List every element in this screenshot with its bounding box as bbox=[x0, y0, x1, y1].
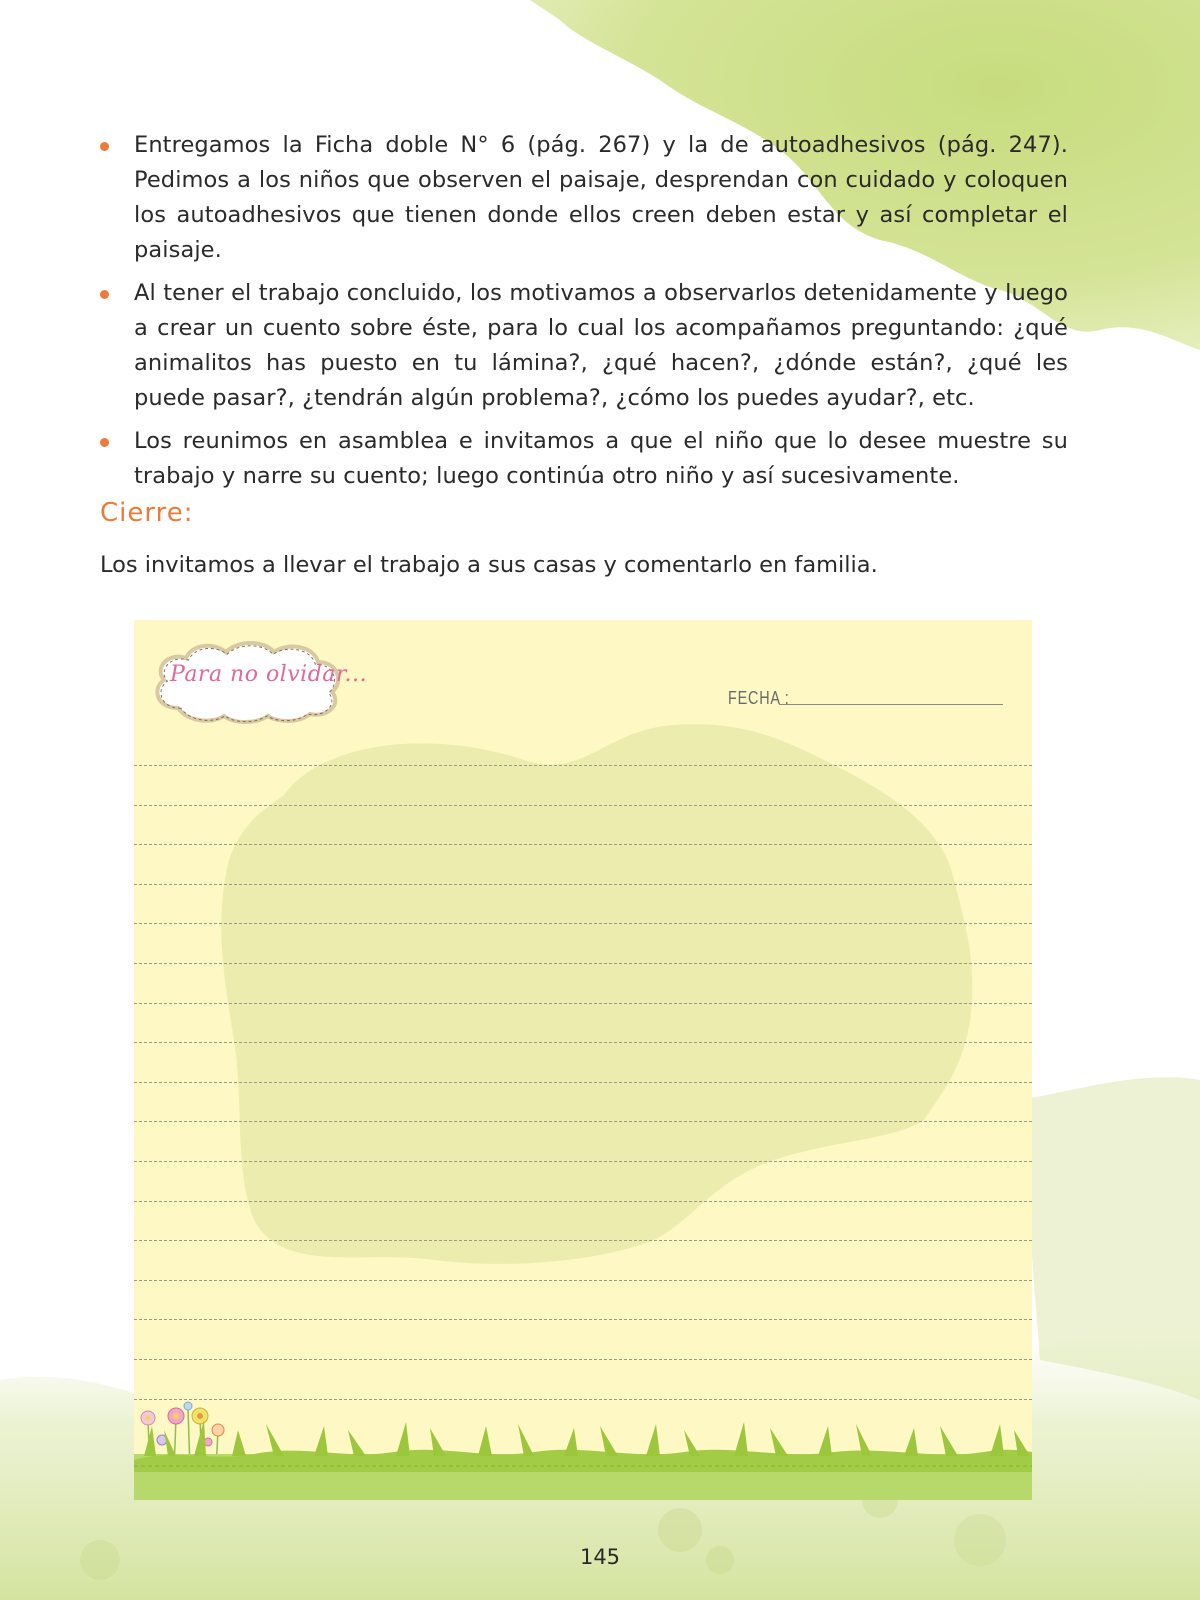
page-number: 145 bbox=[579, 1545, 621, 1569]
cierre-heading: Cierre: bbox=[100, 498, 194, 528]
cloud-badge-label: Para no olvidar... bbox=[170, 662, 367, 687]
fecha-input-line[interactable] bbox=[779, 704, 1003, 705]
ruled-line bbox=[134, 1121, 1032, 1122]
bullet-text: Entregamos la Ficha doble N° 6 (pág. 267) y la de autoadhesivos (pág. 247). Pedimos a los niños que observen el paisaje, desprendan con cuidado y coloquen los autoadhesivos que tienen donde ellos creen deben estar y así completar el paisaje. bbox=[134, 132, 1068, 263]
bullet-item bbox=[100, 424, 1068, 494]
ruled-line bbox=[134, 1280, 1032, 1281]
ruled-line bbox=[134, 884, 1032, 885]
notes-card bbox=[134, 620, 1032, 1500]
bullet-dot-icon bbox=[100, 142, 109, 151]
ruled-line bbox=[134, 805, 1032, 806]
ruled-line bbox=[134, 923, 1032, 924]
ruled-line bbox=[134, 1359, 1032, 1360]
grass-border bbox=[134, 1390, 1032, 1500]
ruled-line bbox=[134, 1042, 1032, 1043]
activity-bullet-list bbox=[100, 128, 1068, 502]
fecha-label: FECHA : bbox=[728, 688, 790, 708]
ruled-line bbox=[134, 1240, 1032, 1241]
ruled-line bbox=[134, 963, 1032, 964]
bullet-item bbox=[100, 276, 1068, 416]
ruled-line bbox=[134, 844, 1032, 845]
ruled-line bbox=[134, 765, 1032, 766]
bullet-dot-icon bbox=[100, 438, 109, 447]
ruled-line bbox=[134, 1003, 1032, 1004]
ruled-line bbox=[134, 1082, 1032, 1083]
ruled-line bbox=[134, 1161, 1032, 1162]
bullet-text: Al tener el trabajo concluido, los motivamos a observarlos detenidamente y luego a crear un cuento sobre éste, para lo cual los acompañamos preguntando: ¿qué animalitos has puesto en tu lámina?, ¿qué hacen?, ¿dónde están?, ¿qué les puede pasar?, ¿tendrán algún problema?, ¿cómo los puedes ayudar?, etc. bbox=[134, 280, 1068, 411]
bullet-item bbox=[100, 128, 1068, 268]
cierre-paragraph: Los invitamos a llevar el trabajo a sus casas y comentarlo en familia. bbox=[100, 552, 878, 578]
ruled-line bbox=[134, 1201, 1032, 1202]
bullet-dot-icon bbox=[100, 290, 109, 299]
bullet-text: Los reunimos en asamblea e invitamos a que el niño que lo desee muestre su trabajo y narre su cuento; luego continúa otro niño y así sucesivamente. bbox=[134, 428, 1068, 489]
background-blob-shape bbox=[134, 620, 1032, 1500]
ruled-line bbox=[134, 1319, 1032, 1320]
